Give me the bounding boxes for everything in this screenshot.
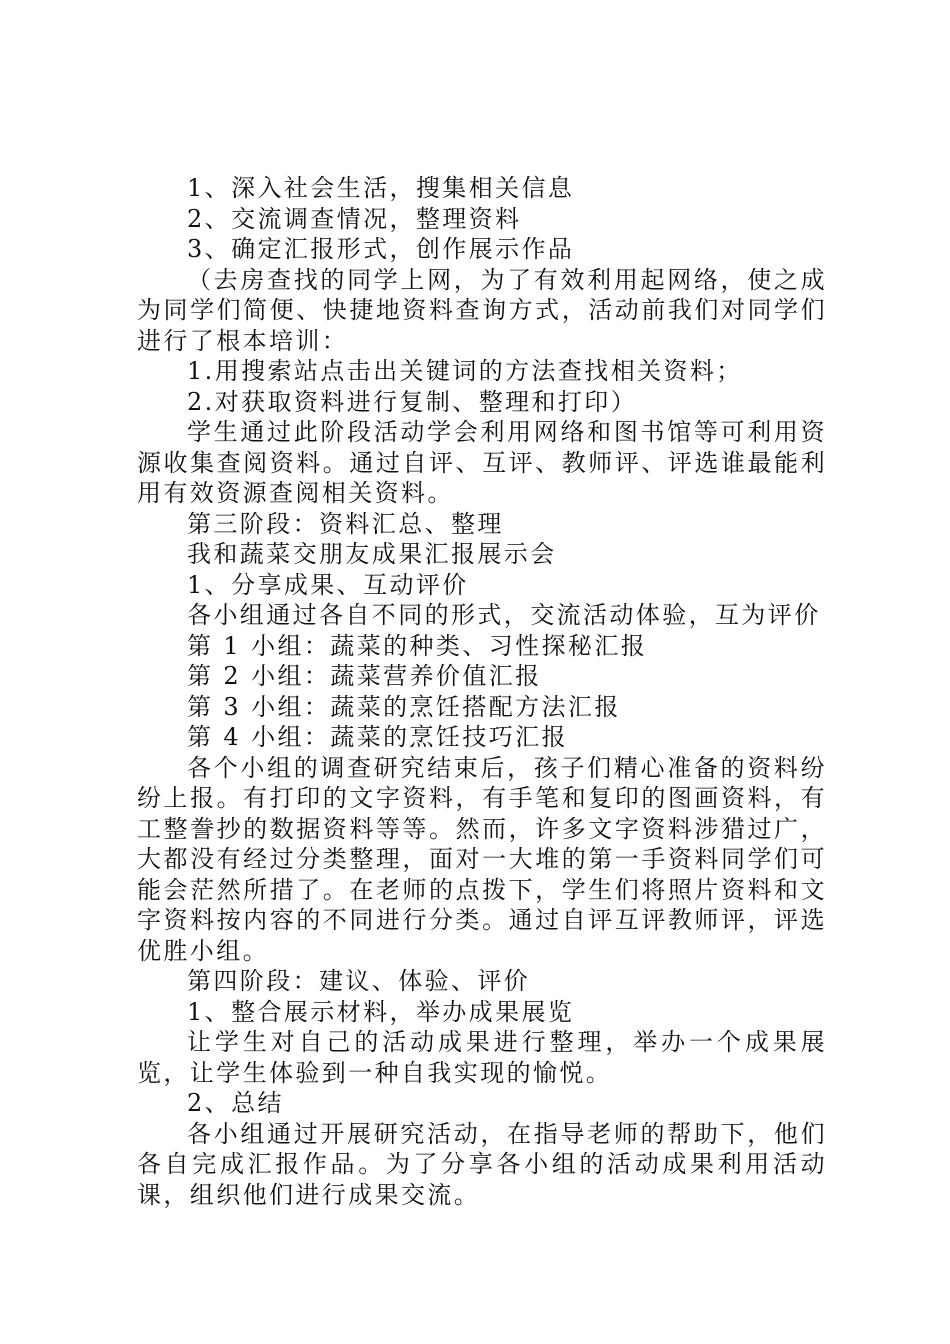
- paragraph-showcase-title: 我和蔬菜交朋友成果汇报展示会: [187, 540, 557, 568]
- heading-stage-three: 第三阶段：资料汇总、整理: [187, 509, 504, 538]
- paragraph-step-2: 2、交流调查情况，整理资料: [187, 204, 522, 233]
- paragraph-summary-detail: 各小组通过开展研究活动，在指导老师的帮助下，他们各自完成汇报作品。为了分享各小组的活动成果利用活动课，组织他们进行成果交流。: [137, 1119, 827, 1209]
- paragraph-group-1: 第 1 小组：蔬菜的种类、习性探秘汇报: [187, 631, 648, 660]
- paragraph-training-1: 1.用搜索站点击出关键词的方法查找相关资料；: [187, 357, 743, 385]
- paragraph-learning-outcome: 学生通过此阶段活动学会利用网络和图书馆等可利用资源收集查阅资料。通过自评、互评、教师评、评选谁最能利用有效资源查阅相关资料。: [137, 418, 827, 507]
- paragraph-step-3: 3、确定汇报形式，创作展示作品: [187, 235, 575, 263]
- paragraph-online-search: （去房查找的同学上网，为了有效利用起网络，使之成为同学们简便、快捷地资料查询方式，活动前我们对同学们进行了根本培训：: [137, 265, 827, 355]
- paragraph-summary-heading: 2、总结: [187, 1089, 284, 1117]
- paragraph-group-2: 第 2 小组：蔬菜营养价值汇报: [187, 662, 542, 690]
- document-body: [137, 173, 827, 1210]
- paragraph-research-summary: 各个小组的调查研究结束后，孩子们精心准备的资料纷纷上报。有打印的文字资料，有手笔和复印的图画资料，有工整誊抄的数据资料等等。然而，许多文字资料涉猎过广，大都没有经过分类整理，面对一大堆的第一手资料同学们可能会茫然所措了。在老师的点拨下，学生们将照片资料和文字资料按内容的不同进行分类。通过自评互评教师评，评选优胜小组。: [137, 753, 827, 965]
- paragraph-exhibition: 1、整合展示材料，举办成果展览: [187, 997, 575, 1026]
- paragraph-exhibition-detail: 让学生对自己的活动成果进行整理，举办一个成果展览，让学生体验到一种自我实现的愉悦。: [137, 1028, 827, 1087]
- paragraph-training-2: 2.对获取资料进行复制、整理和打印）: [187, 387, 638, 416]
- paragraph-share-results: 1、分享成果、互动评价: [187, 570, 469, 599]
- paragraph-step-1: 1、深入社会生活，搜集相关信息: [187, 174, 575, 202]
- paragraph-group-4: 第 4 小组：蔬菜的烹饪技巧汇报: [187, 723, 568, 751]
- paragraph-group-3: 第 3 小组：蔬菜的烹饪搭配方法汇报: [187, 692, 621, 721]
- heading-stage-four: 第四阶段：建议、体验、评价: [187, 967, 531, 995]
- paragraph-group-exchange: 各小组通过各自不同的形式，交流活动体验，互为评价: [187, 601, 821, 629]
